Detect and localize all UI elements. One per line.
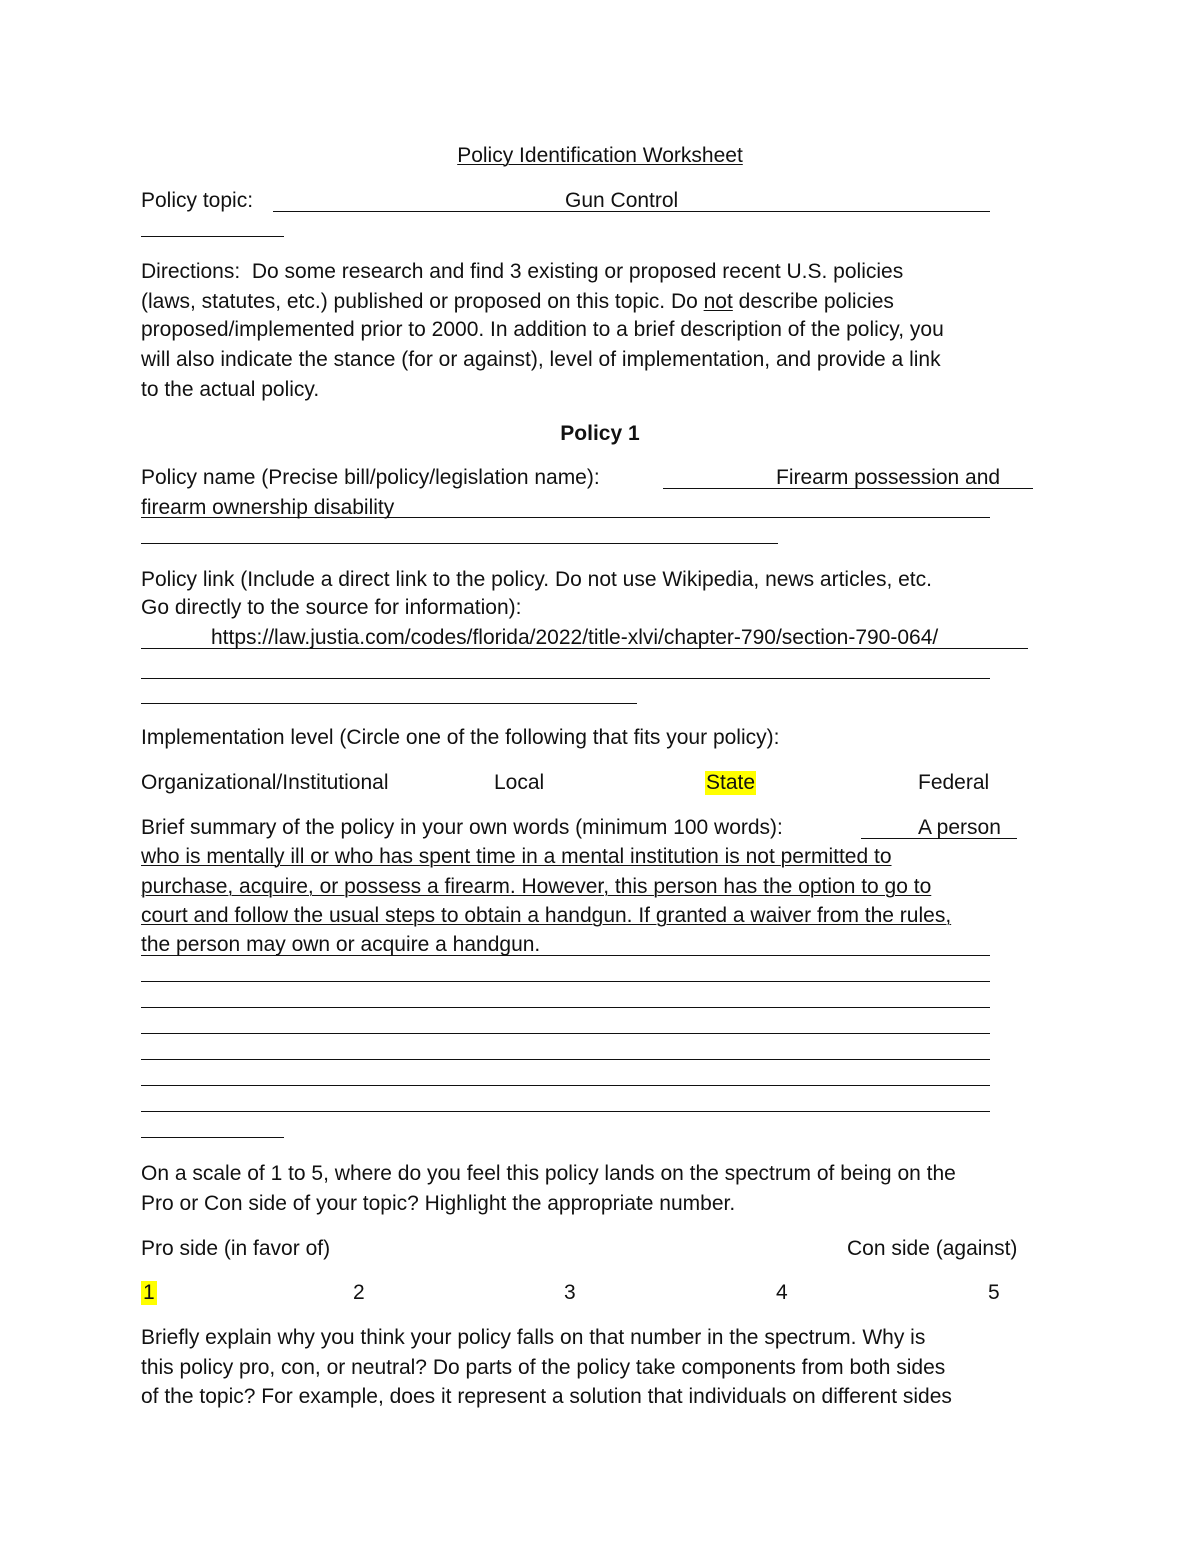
implementation-option-state-selected[interactable]: State — [706, 771, 756, 794]
page-title: Policy Identification Worksheet — [457, 144, 743, 167]
summary-blank-line — [141, 1033, 990, 1034]
scale-number-4[interactable]: 4 — [776, 1281, 788, 1304]
policy-topic-label: Policy topic: — [141, 189, 254, 212]
directions-not-emphasis: not — [703, 290, 733, 313]
policy-link-prompt-2: Go directly to the source for information): — [141, 596, 522, 619]
directions-text-1: Do some research and find 3 existing or proposed recent U.S. policies — [251, 260, 904, 283]
scale-prompt-2: Pro or Con side of your topic? Highlight the appropriate number. — [141, 1192, 736, 1215]
explain-prompt-1: Briefly explain why you think your policy falls on that number in the spectrum. Why is — [141, 1326, 926, 1349]
implementation-option-local[interactable]: Local — [494, 771, 545, 794]
summary-blank-line-short — [141, 1137, 284, 1138]
directions-label: Directions: — [141, 260, 241, 283]
summary-line-2[interactable]: who is mentally ill or who has spent time in a mental institution is not permitted to — [141, 845, 892, 868]
directions-line-1 — [141, 260, 903, 284]
scale-number-2[interactable]: 2 — [353, 1281, 365, 1304]
scale-prompt-1: On a scale of 1 to 5, where do you feel this policy lands on the spectrum of being on the — [141, 1162, 956, 1185]
summary-line-5[interactable]: the person may own or acquire a handgun. — [141, 933, 541, 956]
scale-number-3[interactable]: 3 — [564, 1281, 576, 1304]
directions-text-2a: (laws, statutes, etc.) published or proposed on this topic. Do — [141, 290, 704, 313]
implementation-prompt: Implementation level (Circle one of the following that fits your policy): — [141, 726, 780, 749]
summary-blank-line — [141, 1059, 990, 1060]
scale-con-label: Con side (against) — [847, 1237, 1018, 1260]
directions-line-3: proposed/implemented prior to 2000. In addition to a brief description of the policy, you — [141, 318, 944, 341]
scale-number-5[interactable]: 5 — [988, 1281, 1000, 1304]
policy-name-rule-3 — [141, 543, 778, 544]
directions-text-2c: describe policies — [732, 290, 894, 313]
directions-line-5: to the actual policy. — [141, 378, 320, 401]
summary-line-4[interactable]: court and follow the usual steps to obtain a handgun. If granted a waiver from the rules, — [141, 904, 952, 927]
summary-blank-line — [141, 981, 990, 982]
summary-blank-line — [141, 1111, 990, 1112]
policy-name-value-2[interactable]: firearm ownership disability — [141, 496, 395, 519]
policy-heading: Policy 1 — [560, 422, 640, 445]
summary-blank-line — [141, 1085, 990, 1086]
policy-topic-value[interactable]: Gun Control — [565, 189, 679, 212]
implementation-option-organizational[interactable]: Organizational/Institutional — [141, 771, 389, 794]
implementation-option-federal[interactable]: Federal — [918, 771, 990, 794]
directions-line-2 — [141, 290, 894, 314]
policy-link-url[interactable]: https://law.justia.com/codes/florida/2022/title-xlvi/chapter-790/section-790-064/ — [211, 626, 939, 649]
policy-link-rule-2 — [141, 678, 990, 679]
summary-line-1[interactable]: A person — [918, 816, 1001, 839]
policy-link-rule-3 — [141, 703, 637, 704]
policy-topic-rule-2 — [141, 236, 284, 237]
policy-name-label: Policy name (Precise bill/policy/legislation name): — [141, 466, 600, 489]
directions-line-4: will also indicate the stance (for or against), level of implementation, and provide a link — [141, 348, 941, 371]
summary-line-3[interactable]: purchase, acquire, or possess a firearm. However, this person has the option to go to — [141, 875, 932, 898]
explain-prompt-3: of the topic? For example, does it represent a solution that individuals on different sides — [141, 1385, 952, 1408]
policy-name-value-1[interactable]: Firearm possession and — [776, 466, 1001, 489]
summary-label: Brief summary of the policy in your own words (minimum 100 words): — [141, 816, 783, 839]
policy-link-prompt-1: Policy link (Include a direct link to the policy. Do not use Wikipedia, news articles, etc. — [141, 568, 932, 591]
explain-prompt-2: this policy pro, con, or neutral? Do parts of the policy take components from both sides — [141, 1356, 946, 1379]
summary-blank-line — [141, 1007, 990, 1008]
scale-number-1-selected[interactable]: 1 — [143, 1281, 155, 1304]
scale-pro-label: Pro side (in favor of) — [141, 1237, 331, 1260]
